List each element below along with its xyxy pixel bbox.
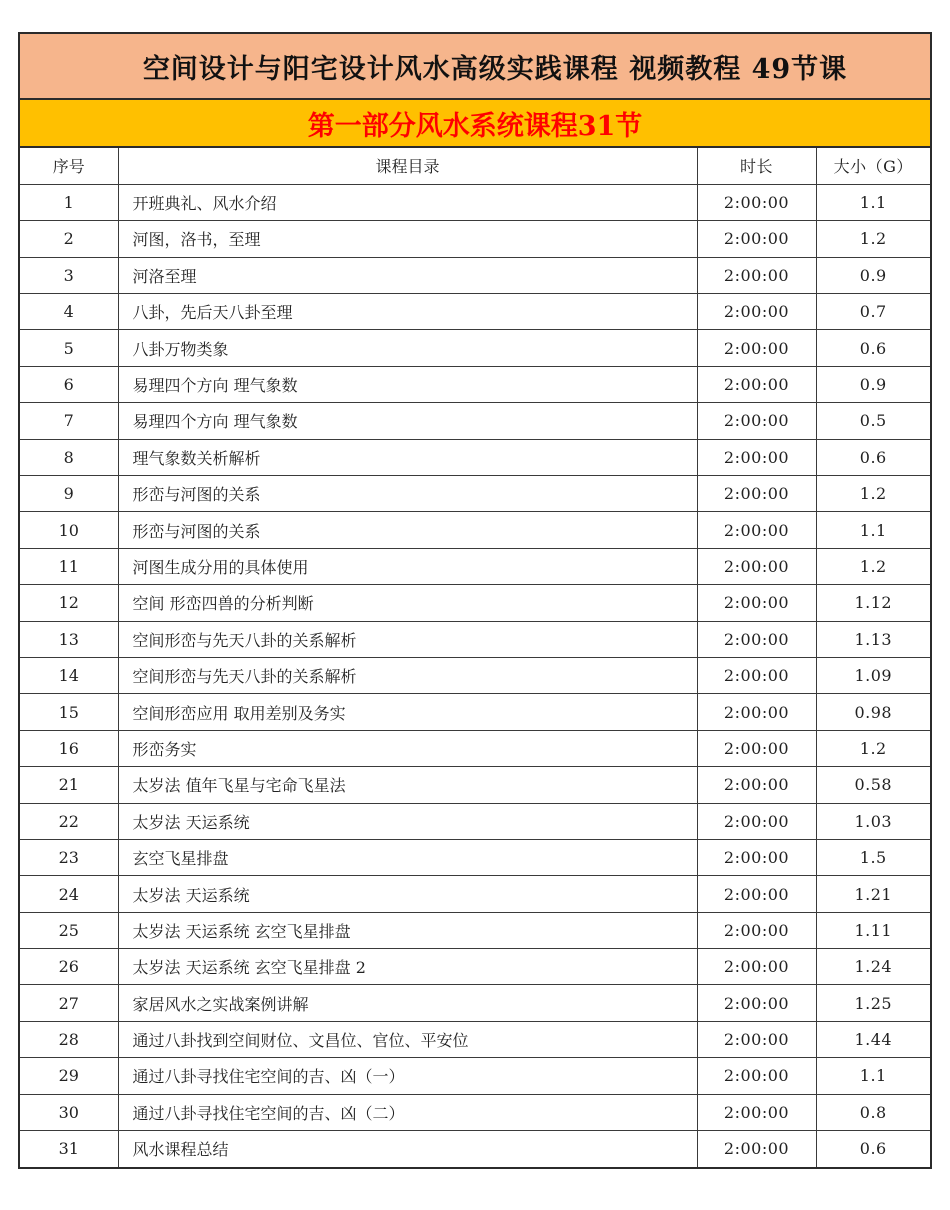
header-duration: 时长 (697, 148, 816, 184)
row-size: 1.2 (816, 548, 930, 584)
row-size: 1.2 (816, 730, 930, 766)
row-title: 易理四个方向 理气象数 (118, 366, 697, 402)
row-title: 河洛至理 (118, 257, 697, 293)
row-title: 河图生成分用的具体使用 (118, 548, 697, 584)
course-sheet (18, 32, 932, 1169)
row-duration: 2:00:00 (697, 694, 816, 730)
row-duration: 2:00:00 (697, 585, 816, 621)
row-no: 15 (20, 694, 118, 730)
row-duration: 2:00:00 (697, 912, 816, 948)
row-no: 12 (20, 585, 118, 621)
row-title: 通过八卦寻找住宅空间的吉、凶（一） (118, 1058, 697, 1094)
row-size: 1.09 (816, 657, 930, 693)
table-row (20, 876, 930, 912)
table-row (20, 839, 930, 875)
row-title: 通过八卦找到空间财位、文昌位、官位、平安位 (118, 1021, 697, 1057)
row-no: 16 (20, 730, 118, 766)
row-no: 31 (20, 1131, 118, 1167)
row-title: 空间形峦应用 取用差别及务实 (118, 694, 697, 730)
row-duration: 2:00:00 (697, 876, 816, 912)
row-size: 0.6 (816, 1131, 930, 1167)
row-duration: 2:00:00 (697, 184, 816, 220)
row-duration: 2:00:00 (697, 621, 816, 657)
row-duration: 2:00:00 (697, 730, 816, 766)
row-duration: 2:00:00 (697, 439, 816, 475)
row-size: 1.1 (816, 512, 930, 548)
page-title: 空间设计与阳宅设计风水高级实践课程 视频教程 49节课 (20, 34, 930, 100)
row-no: 2 (20, 221, 118, 257)
table-row (20, 803, 930, 839)
row-title: 玄空飞星排盘 (118, 839, 697, 875)
row-size: 1.5 (816, 839, 930, 875)
header-size: 大小（G） (816, 148, 930, 184)
row-size: 0.5 (816, 403, 930, 439)
row-size: 1.12 (816, 585, 930, 621)
table-header-row (20, 148, 930, 184)
row-title: 理气象数关析解析 (118, 439, 697, 475)
row-duration: 2:00:00 (697, 476, 816, 512)
header-no: 序号 (20, 148, 118, 184)
row-duration: 2:00:00 (697, 839, 816, 875)
row-duration: 2:00:00 (697, 1131, 816, 1167)
row-title: 开班典礼、风水介绍 (118, 184, 697, 220)
row-duration: 2:00:00 (697, 403, 816, 439)
row-title: 太岁法 天运系统 玄空飞星排盘 2 (118, 949, 697, 985)
row-no: 7 (20, 403, 118, 439)
row-title: 通过八卦寻找住宅空间的吉、凶（二） (118, 1094, 697, 1130)
row-size: 1.13 (816, 621, 930, 657)
row-duration: 2:00:00 (697, 1094, 816, 1130)
row-no: 4 (20, 294, 118, 330)
row-size: 0.8 (816, 1094, 930, 1130)
table-row (20, 767, 930, 803)
row-no: 29 (20, 1058, 118, 1094)
row-title: 家居风水之实战案例讲解 (118, 985, 697, 1021)
row-size: 0.6 (816, 330, 930, 366)
row-title: 空间形峦与先天八卦的关系解析 (118, 621, 697, 657)
row-duration: 2:00:00 (697, 1058, 816, 1094)
table-row (20, 294, 930, 330)
row-size: 0.9 (816, 257, 930, 293)
row-no: 21 (20, 767, 118, 803)
row-title: 形峦与河图的关系 (118, 476, 697, 512)
row-no: 9 (20, 476, 118, 512)
row-size: 0.6 (816, 439, 930, 475)
row-size: 0.9 (816, 366, 930, 402)
row-no: 11 (20, 548, 118, 584)
table-row (20, 657, 930, 693)
table-row (20, 1094, 930, 1130)
row-duration: 2:00:00 (697, 767, 816, 803)
row-size: 1.11 (816, 912, 930, 948)
row-size: 1.2 (816, 476, 930, 512)
table-row (20, 621, 930, 657)
row-title: 形峦务实 (118, 730, 697, 766)
row-title: 河图，洛书，至理 (118, 221, 697, 257)
row-no: 23 (20, 839, 118, 875)
row-duration: 2:00:00 (697, 366, 816, 402)
row-no: 3 (20, 257, 118, 293)
table-row (20, 439, 930, 475)
row-size: 1.1 (816, 1058, 930, 1094)
row-size: 0.98 (816, 694, 930, 730)
course-table (20, 148, 930, 1167)
row-title: 太岁法 天运系统 (118, 876, 697, 912)
row-no: 24 (20, 876, 118, 912)
table-row (20, 403, 930, 439)
table-row (20, 985, 930, 1021)
section-title: 第一部分风水系统课程31节 (20, 100, 930, 148)
row-size: 1.25 (816, 985, 930, 1021)
row-no: 14 (20, 657, 118, 693)
row-duration: 2:00:00 (697, 548, 816, 584)
table-row (20, 949, 930, 985)
row-duration: 2:00:00 (697, 512, 816, 548)
row-title: 空间形峦与先天八卦的关系解析 (118, 657, 697, 693)
row-duration: 2:00:00 (697, 221, 816, 257)
row-duration: 2:00:00 (697, 657, 816, 693)
row-size: 0.7 (816, 294, 930, 330)
header-title: 课程目录 (118, 148, 697, 184)
row-title: 太岁法 天运系统 (118, 803, 697, 839)
table-row (20, 912, 930, 948)
row-no: 6 (20, 366, 118, 402)
table-row (20, 730, 930, 766)
row-no: 28 (20, 1021, 118, 1057)
table-row (20, 330, 930, 366)
row-duration: 2:00:00 (697, 294, 816, 330)
table-row (20, 257, 930, 293)
row-title: 八卦万物类象 (118, 330, 697, 366)
table-row (20, 366, 930, 402)
row-title: 风水课程总结 (118, 1131, 697, 1167)
table-row (20, 694, 930, 730)
table-row (20, 1021, 930, 1057)
row-no: 1 (20, 184, 118, 220)
row-duration: 2:00:00 (697, 257, 816, 293)
table-row (20, 1131, 930, 1167)
row-duration: 2:00:00 (697, 949, 816, 985)
row-no: 5 (20, 330, 118, 366)
row-size: 1.1 (816, 184, 930, 220)
row-duration: 2:00:00 (697, 1021, 816, 1057)
row-no: 25 (20, 912, 118, 948)
row-size: 1.21 (816, 876, 930, 912)
table-row (20, 585, 930, 621)
table-row (20, 476, 930, 512)
row-no: 8 (20, 439, 118, 475)
row-size: 1.44 (816, 1021, 930, 1057)
row-no: 13 (20, 621, 118, 657)
row-size: 1.24 (816, 949, 930, 985)
row-title: 形峦与河图的关系 (118, 512, 697, 548)
row-title: 空间 形峦四兽的分析判断 (118, 585, 697, 621)
row-no: 26 (20, 949, 118, 985)
table-row (20, 221, 930, 257)
row-title: 八卦，先后天八卦至理 (118, 294, 697, 330)
row-size: 0.58 (816, 767, 930, 803)
row-no: 30 (20, 1094, 118, 1130)
row-title: 太岁法 天运系统 玄空飞星排盘 (118, 912, 697, 948)
table-row (20, 512, 930, 548)
row-no: 10 (20, 512, 118, 548)
row-duration: 2:00:00 (697, 985, 816, 1021)
row-duration: 2:00:00 (697, 330, 816, 366)
table-row (20, 1058, 930, 1094)
row-no: 22 (20, 803, 118, 839)
table-row (20, 548, 930, 584)
row-duration: 2:00:00 (697, 803, 816, 839)
row-size: 1.2 (816, 221, 930, 257)
table-row (20, 184, 930, 220)
row-title: 易理四个方向 理气象数 (118, 403, 697, 439)
row-no: 27 (20, 985, 118, 1021)
row-title: 太岁法 值年飞星与宅命飞星法 (118, 767, 697, 803)
row-size: 1.03 (816, 803, 930, 839)
